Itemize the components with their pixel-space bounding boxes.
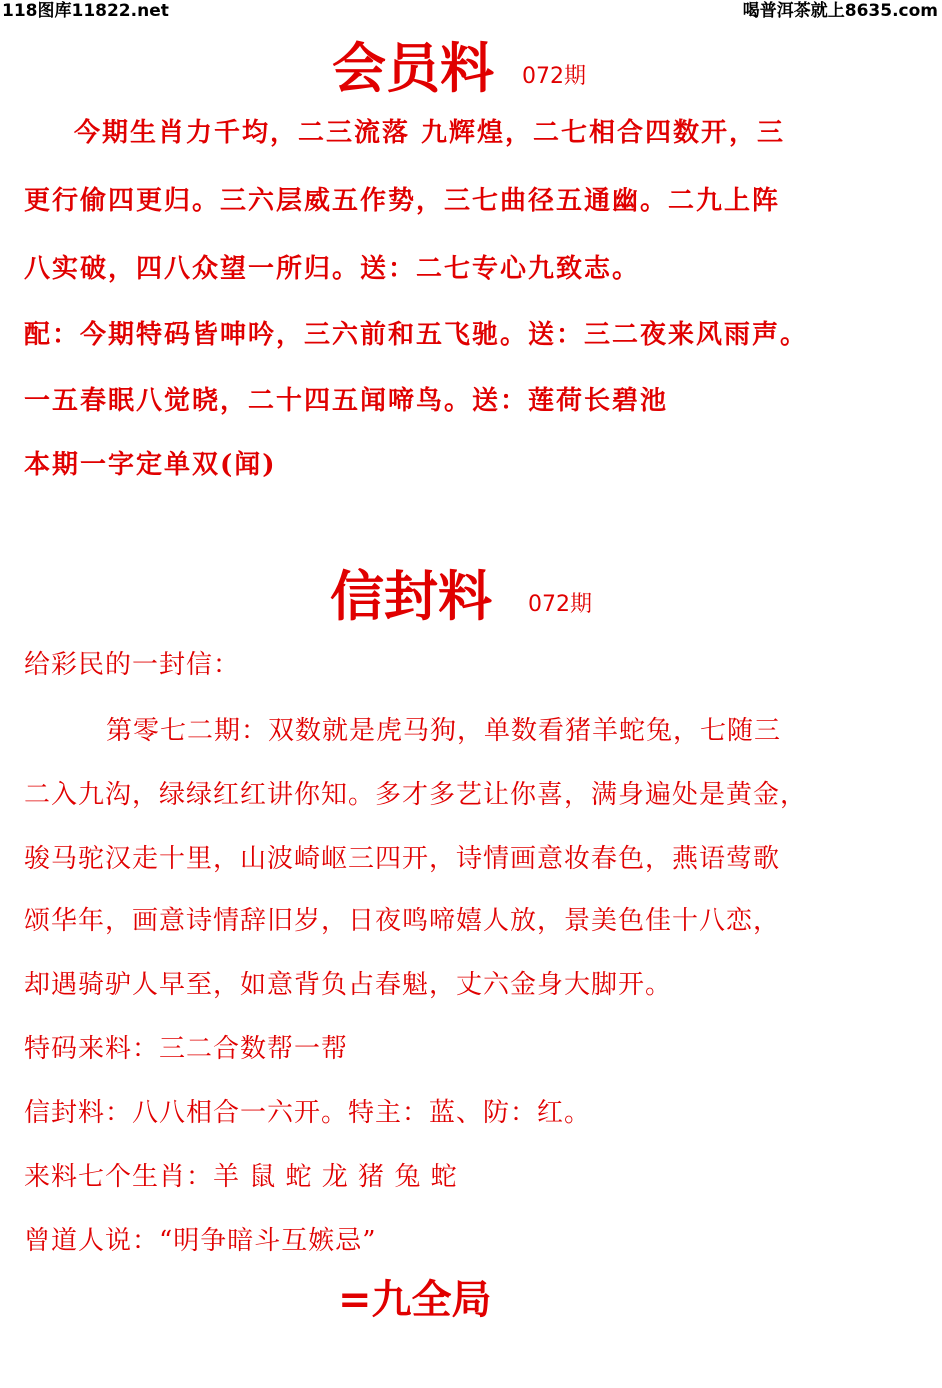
section2-line-1: 给彩民的一封信：: [24, 650, 241, 680]
section1-line-5: 一五春眠八觉晓，二十四五闻啼鸟。送：莲荷长碧池: [24, 386, 669, 416]
section1-title: 会员料: [332, 36, 494, 100]
section2-line-3: 二入九沟，绿绿红红讲你知。多才多艺让你喜，满身遍处是黄金，: [24, 780, 808, 810]
section2-line-7: 特码来料：三二合数帮一帮: [24, 1034, 349, 1064]
section1-line-6: 本期一字定单双(闻): [24, 450, 277, 480]
header-site-left: 118图库11822.net: [2, 1, 169, 21]
section2-line-10: 曾道人说：“明争暗斗互嫉忌”: [24, 1226, 377, 1256]
section2-issue: 072期: [528, 592, 592, 617]
section2-conclusion: =九全局: [338, 1276, 492, 1323]
section1-issue: 072期: [522, 64, 586, 89]
section1-line-1: 今期生肖力千均，二三流落 九辉煌，二七相合四数开，三: [74, 118, 786, 148]
header-site-right: 喝普洱茶就上8635.com: [742, 1, 938, 21]
section2-line-6: 却遇骑驴人早至，如意背负占春魁，丈六金身大脚开。: [24, 970, 673, 1000]
section2-line-5: 颂华年，画意诗情辞旧岁，日夜鸣啼嬉人放，景美色佳十八恋，: [24, 906, 781, 936]
section1-line-3: 八实破，四八众望一所归。送：二七专心九致志。: [24, 254, 641, 284]
section2-line-4: 骏马驼汉走十里，山波崎岖三四开，诗情画意妆春色，燕语莺歌: [24, 844, 781, 874]
section2-title: 信封料: [330, 564, 492, 628]
section2-line-9: 来料七个生肖：羊 鼠 蛇 龙 猪 兔 蛇: [24, 1162, 458, 1192]
section1-line-2: 更行偷四更归。三六层威五作势，三七曲径五通幽。二九上阵: [24, 186, 781, 216]
section2-line-8: 信封料：八八相合一六开。特主：蓝、防：红。: [24, 1098, 592, 1128]
section1-line-4: 配：今期特码皆呻吟，三六前和五飞驰。送：三二夜来风雨声。: [24, 320, 809, 350]
section2-line-2: 第零七二期：双数就是虎马狗，单数看猪羊蛇兔，七随三: [106, 716, 782, 746]
